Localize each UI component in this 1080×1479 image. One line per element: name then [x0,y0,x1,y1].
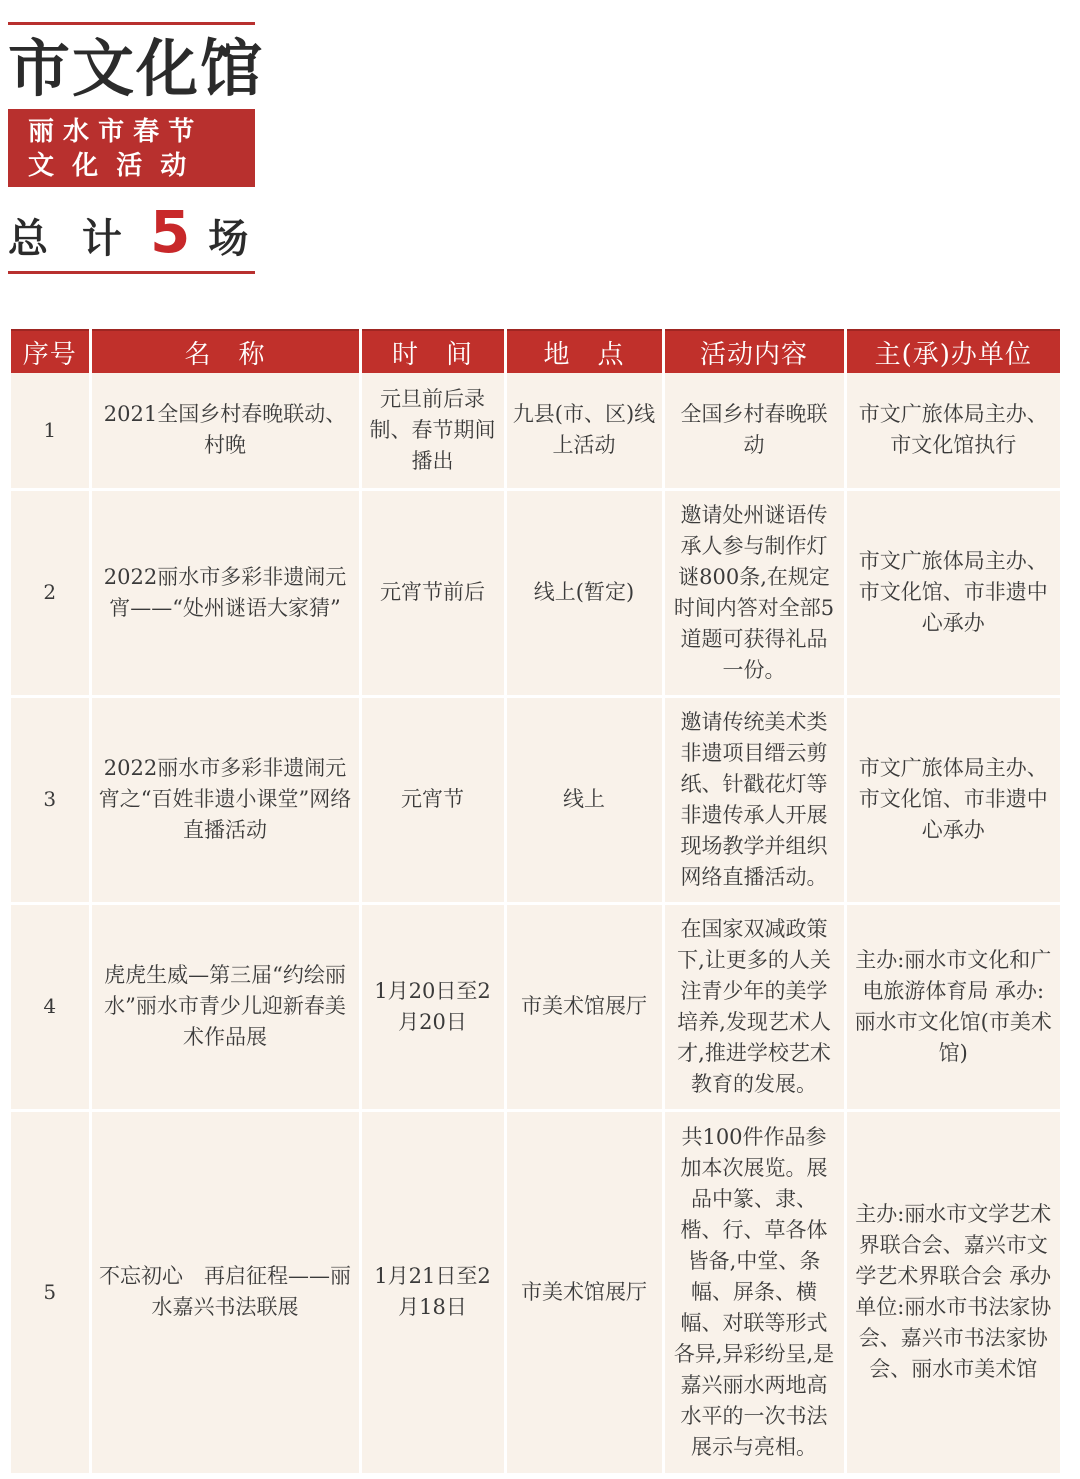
column-header-organizer: 主(承)办单位 [845,330,1060,373]
page-header [8,22,265,274]
cell-time: 1月21日至2月18日 [360,1110,505,1474]
total-count-line [8,198,255,266]
subtitle-banner [8,109,255,187]
top-divider [8,22,255,25]
cell-place: 九县(市、区)线上活动 [505,373,663,489]
table-header-row [11,330,1060,373]
cell-time: 1月20日至2月20日 [360,903,505,1110]
column-header-content: 活动内容 [663,330,845,373]
cell-content: 全国乡村春晚联动 [663,373,845,489]
cell-name: 2022丽水市多彩非遗闹元宵之“百姓非遗小课堂”网络直播活动 [90,696,360,903]
cell-index: 3 [11,696,90,903]
cell-place: 市美术馆展厅 [505,903,663,1110]
total-count: 5 [149,198,191,266]
table-row [11,373,1060,489]
cell-organizer: 主办:丽水市文化和广电旅游体育局 承办:丽水市文化馆(市美术馆) [845,903,1060,1110]
cell-name: 不忘初心 再启征程——丽水嘉兴书法联展 [90,1110,360,1474]
cell-organizer: 市文广旅体局主办、市文化馆、市非遗中心承办 [845,696,1060,903]
cell-place: 线上 [505,696,663,903]
cell-time: 元旦前后录制、春节期间播出 [360,373,505,489]
cell-time: 元宵节前后 [360,489,505,696]
cell-index: 4 [11,903,90,1110]
cell-content: 在国家双减政策下,让更多的人关注青少年的美学培养,发现艺术人才,推进学校艺术教育的发展。 [663,903,845,1110]
venue-title: 市文化馆 [8,32,265,105]
cell-index: 5 [11,1110,90,1474]
cell-time: 元宵节 [360,696,505,903]
table-row [11,696,1060,903]
subtitle-line-2: 文 化 活 动 [28,151,187,181]
activity-schedule-table [11,329,1060,1476]
column-header-time: 时 间 [360,330,505,373]
cell-organizer: 主办:丽水市文学艺术界联合会、嘉兴市文学艺术界联合会 承办单位:丽水市书法家协会、嘉兴市书法家协会、丽水市美术馆 [845,1110,1060,1474]
cell-organizer: 市文广旅体局主办、市文化馆、市非遗中心承办 [845,489,1060,696]
column-header-index: 序号 [11,330,90,373]
cell-place: 线上(暂定) [505,489,663,696]
total-suffix: 场 [208,215,249,262]
table-row [11,489,1060,696]
subtitle-line-1: 丽 水 市 春 节 [28,117,195,147]
table-row [11,903,1060,1110]
column-header-name: 名 称 [90,330,360,373]
cell-content: 邀请处州谜语传承人参与制作灯谜800条,在规定时间内答对全部5道题可获得礼品一份。 [663,489,845,696]
cell-name: 2022丽水市多彩非遗闹元宵——“处州谜语大家猜” [90,489,360,696]
cell-organizer: 市文广旅体局主办、市文化馆执行 [845,373,1060,489]
cell-content: 邀请传统美术类非遗项目缙云剪纸、针戳花灯等非遗传承人开展现场教学并组织网络直播活动。 [663,696,845,903]
bottom-divider [8,271,255,274]
cell-content: 共100件作品参加本次展览。展品中篆、隶、楷、行、草各体皆备,中堂、条幅、屏条、横幅、对联等形式各异,异彩纷呈,是嘉兴丽水两地高水平的一次书法展示与亮相。 [663,1110,845,1474]
total-prefix: 总 计 [8,215,132,262]
column-header-place: 地 点 [505,330,663,373]
cell-name: 2021全国乡村春晚联动、村晚 [90,373,360,489]
table-row [11,1110,1060,1474]
cell-index: 2 [11,489,90,696]
cell-index: 1 [11,373,90,489]
cell-place: 市美术馆展厅 [505,1110,663,1474]
cell-name: 虎虎生威—第三届“约绘丽水”丽水市青少儿迎新春美术作品展 [90,903,360,1110]
